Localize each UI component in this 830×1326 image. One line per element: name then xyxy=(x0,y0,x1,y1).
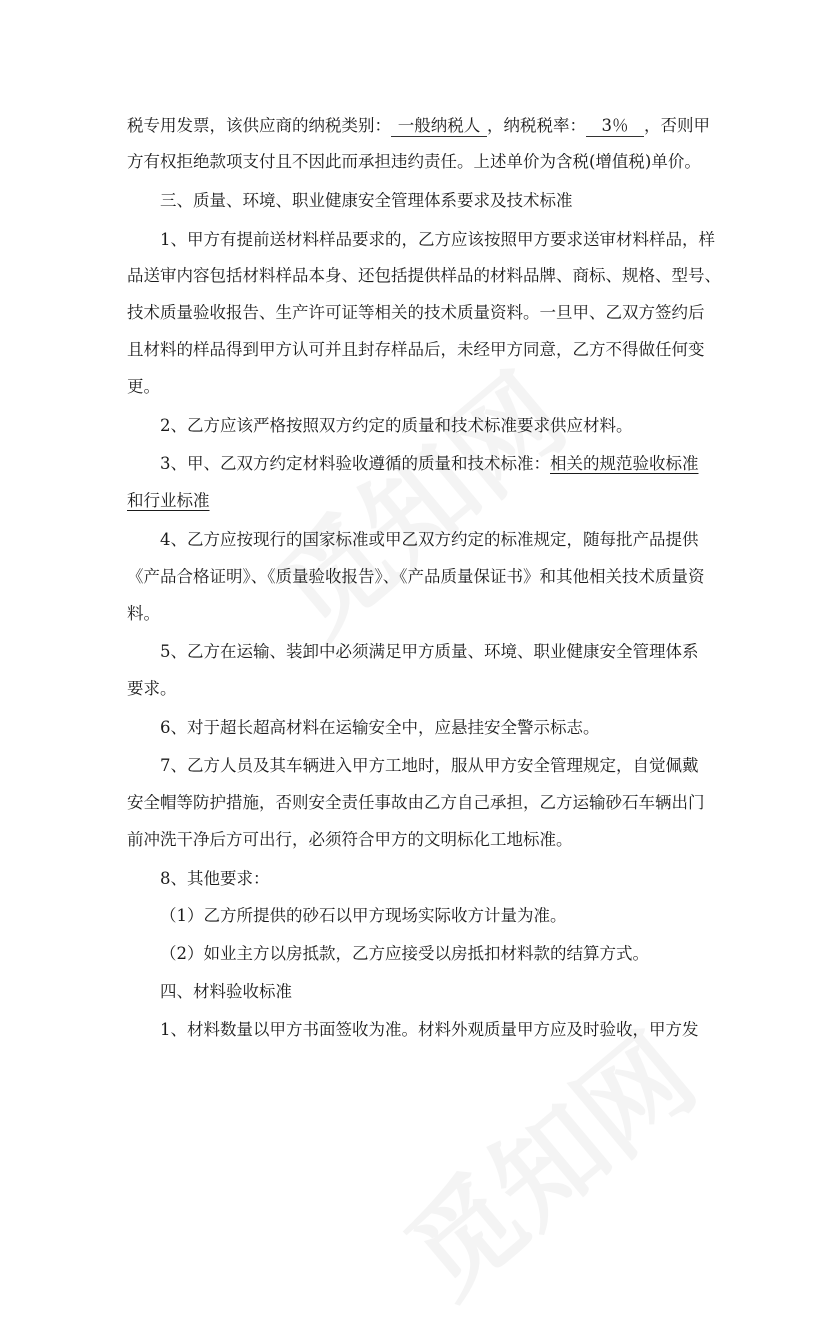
standard-field-cont: 和行业标准 xyxy=(127,491,210,510)
section-heading: 三、质量、环境、职业健康安全管理体系要求及技术标准 xyxy=(160,191,573,210)
paragraph-line: 技术质量验收报告、生产许可证等相关的技术质量资料。一旦甲、乙双方签约后 xyxy=(127,303,705,322)
paragraph-line: 方有权拒绝款项支付且不因此而承担违约责任。上述单价为含税(增值税)单价。 xyxy=(127,152,701,171)
paragraph-line: 前冲洗干净后方可出行，必须符合甲方的文明标化工地标准。 xyxy=(127,830,573,849)
paragraph-line: 《产品合格证明》、《质量验收报告》、《产品质量保证书》和其他相关技术质量资 xyxy=(127,567,705,586)
paragraph-line xyxy=(127,490,707,512)
paragraph-line: 料。 xyxy=(127,604,160,623)
paragraph-line: 且材料的样品得到甲方认可并且封存样品后，未经甲方同意，乙方不得做任何变 xyxy=(127,340,705,359)
paragraph-line: 8、其他要求： xyxy=(160,869,270,888)
paragraph-line xyxy=(127,115,710,137)
paragraph-line: 1、材料数量以甲方书面签收为准。材料外观质量甲方应及时验收，甲方发 xyxy=(160,1020,699,1039)
section-heading: 四、材料验收标准 xyxy=(160,982,292,1001)
paragraph-line: 2、乙方应该严格按照双方约定的质量和技术标准要求供应材料。 xyxy=(160,416,633,435)
text-segment: ，否则甲 xyxy=(644,116,710,135)
tax-rate-field: 3％ xyxy=(586,116,644,137)
standard-field: 相关的规范验收标准 xyxy=(550,454,699,473)
watermark-bottom xyxy=(368,992,722,1325)
text-segment: ，纳税税率： xyxy=(487,116,586,135)
paragraph-line: 6、对于超长超高材料在运输安全中，应悬挂安全警示标志。 xyxy=(160,718,600,737)
paragraph-line: 更。 xyxy=(127,377,160,396)
tax-type-field: 一般纳税人 xyxy=(391,116,487,137)
paragraph-line: （1）乙方所提供的砂石以甲方现场实际收方计量为准。 xyxy=(160,906,567,925)
paragraph-line: 1、甲方有提前送材料样品要求的，乙方应该按照甲方要求送审材料样品，样 xyxy=(160,230,715,249)
paragraph-line: （2）如业主方以房抵款，乙方应接受以房抵扣材料款的结算方式。 xyxy=(160,944,649,963)
text-segment: 3、甲、乙双方约定材料验收遵循的质量和技术标准： xyxy=(160,454,550,473)
paragraph-line: 安全帽等防护措施，否则安全责任事故由乙方自己承担，乙方运输砂石车辆出门 xyxy=(127,793,705,812)
paragraph-line: 7、乙方人员及其车辆进入甲方工地时，服从甲方安全管理规定，自觉佩戴 xyxy=(160,756,699,775)
text-segment: 税专用发票，该供应商的纳税类别： xyxy=(127,116,391,135)
paragraph-line: 4、乙方应按现行的国家标准或甲乙双方约定的标准规定，随每批产品提供 xyxy=(160,530,699,549)
paragraph-line xyxy=(160,453,707,475)
paragraph-line: 品送审内容包括材料样品本身、还包括提供样品的材料品牌、商标、规格、型号、 xyxy=(127,266,721,285)
paragraph-line: 5、乙方在运输、装卸中必须满足甲方质量、环境、职业健康安全管理体系 xyxy=(160,642,699,661)
paragraph-line: 要求。 xyxy=(127,679,177,698)
